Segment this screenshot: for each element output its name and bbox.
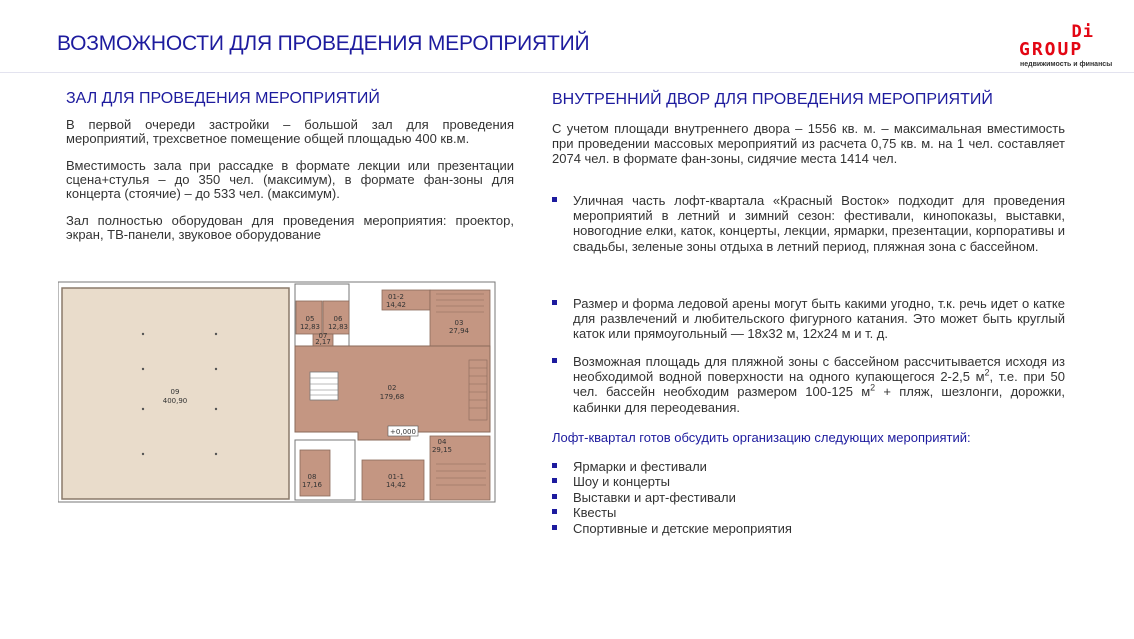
plan-label-06-area: 12,83 [327,323,349,331]
plan-room-03 [430,290,490,346]
page-title: ВОЗМОЖНОСТИ ДЛЯ ПРОВЕДЕНИЯ МЕРОПРИЯТИЙ [57,32,590,55]
plan-label-07-id: 07 [318,332,328,340]
plan-label-03-area: 27,94 [448,327,470,335]
yard-intro: С учетом площади внутреннего двора – 1556 кв. м. – максимальная вместимость при проведении массовых мероприятий из расчета 0,75 кв. м. на 1 чел. составляет 2074 чел. в формате фан-зоны, сидячие места 1414 чел. [552,121,1065,166]
plan-label-07-area: 2,17 [315,338,331,346]
plan-label-09-area: 400,90 [162,397,188,405]
yard-bullet-1-text: Уличная часть лофт-квартала «Красный Восток» подходит для проведения мероприятий в летний и зимний сезон: фестивали, кинопоказы, выставки, новогодние елки, каток, концерты, лекции, ярмарки, презентации, корпоративы и свадьбы, зеленые зоны отдыха в летний период, пляжная зона с бассейном. [573,193,1065,254]
company-logo [1014,24,1134,74]
logo-di: Di [1071,22,1094,42]
bullet-marker [552,478,557,483]
list-item [552,505,792,520]
yard-bullet-2-text: Размер и форма ледовой арены могут быть какими угодно, т.к. речь идет о катке для развлечений и любительского фигурного катания. Это может быть круглый каток или прямоугольный — 18х32 м, 12х24 м и т. д. [573,296,1065,342]
plan-label-04-area: 29,15 [431,446,453,454]
title-divider [0,72,1134,73]
bullet-marker [552,300,557,305]
yard-bullet-2 [552,296,1065,342]
bullet-marker [552,197,557,202]
event-label: Квесты [573,505,617,521]
list-item [552,490,792,505]
yard-bullet-3-part-b: , т.е. при 50 чел. бассейн необходим размером 100-125 м [573,369,1066,400]
list-item [552,459,792,474]
hall-heading: ЗАЛ ДЛЯ ПРОВЕДЕНИЯ МЕРОПРИЯТИЙ [66,90,380,107]
bullet-marker [552,358,557,363]
logo-group: GROUP [1019,39,1084,60]
plan-label-03-id: 03 [454,319,464,327]
plan-label-05-area: 12,83 [299,323,321,331]
plan-label-08-area: 17,16 [301,481,323,489]
yard-bullet-1 [552,193,1065,254]
plan-label-05-id: 05 [305,315,315,323]
yard-bullet-3-sup-1: 2 [984,367,990,378]
bullet-marker [552,509,557,514]
plan-label-01-1-id: 01-1 [388,473,404,481]
plan-label-09-id: 09 [170,388,180,396]
plan-label-01-2-id: 01-2 [388,293,404,301]
plan-level-mark: +0,000 [390,428,416,436]
bullet-marker [552,525,557,530]
event-label: Выставки и арт-фестивали [573,489,736,505]
events-invite: Лофт-квартал готов обсудить организацию следующих мероприятий: [552,430,971,445]
plan-label-08-id: 08 [307,473,317,481]
event-label: Спортивные и детские мероприятия [573,520,792,536]
plan-label-02-area: 179,68 [379,393,405,401]
yard-bullet-3 [552,354,1065,415]
floor-plan [58,264,496,517]
event-label: Ярмарки и фестивали [573,459,707,474]
plan-label-06-id: 06 [333,315,343,323]
plan-label-02-id: 02 [387,384,397,392]
logo-tagline: недвижимость и финансы [1020,61,1113,68]
hall-paragraph-3: Зал полностью оборудован для проведения мероприятия: проектор, экран, ТВ-панели, звуковое оборудование [66,213,514,242]
bullet-marker [552,463,557,468]
event-label: Шоу и концерты [573,474,670,490]
plan-label-01-1-area: 14,42 [385,481,407,489]
yard-bullet-3-text [573,354,1065,415]
events-list [552,459,792,536]
yard-bullet-3-part-a: Возможная площадь для пляжной зоны с бассейном рассчитывается исходя из необходимой водной поверхности на одного купающегося 2-2,5 м [573,354,1065,385]
yard-bullet-3-sup-2: 2 [870,383,876,394]
list-item [552,521,792,536]
plan-label-01-2-area: 14,42 [385,301,407,309]
list-item [552,474,792,489]
plan-label-04-id: 04 [437,438,447,446]
hall-paragraph-1: В первой очереди застройки – большой зал для проведения мероприятий, трехсветное помещение общей площадью 400 кв.м. [66,117,514,146]
yard-heading: ВНУТРЕННИЙ ДВОР ДЛЯ ПРОВЕДЕНИЯ МЕРОПРИЯТИЙ [552,91,993,108]
bullet-marker [552,494,557,499]
yard-bullet-3-part-c: + пляж, шезлонги, дорожки, кабинки для переодевания. [573,384,1065,415]
hall-paragraph-2: Вместимость зала при рассадке в формате лекции или презентации сцена+стулья – до 350 чел. (максимум), в формате фан-зоны для концерта (стоячие) – до 533 чел. (максимум). [66,158,514,201]
